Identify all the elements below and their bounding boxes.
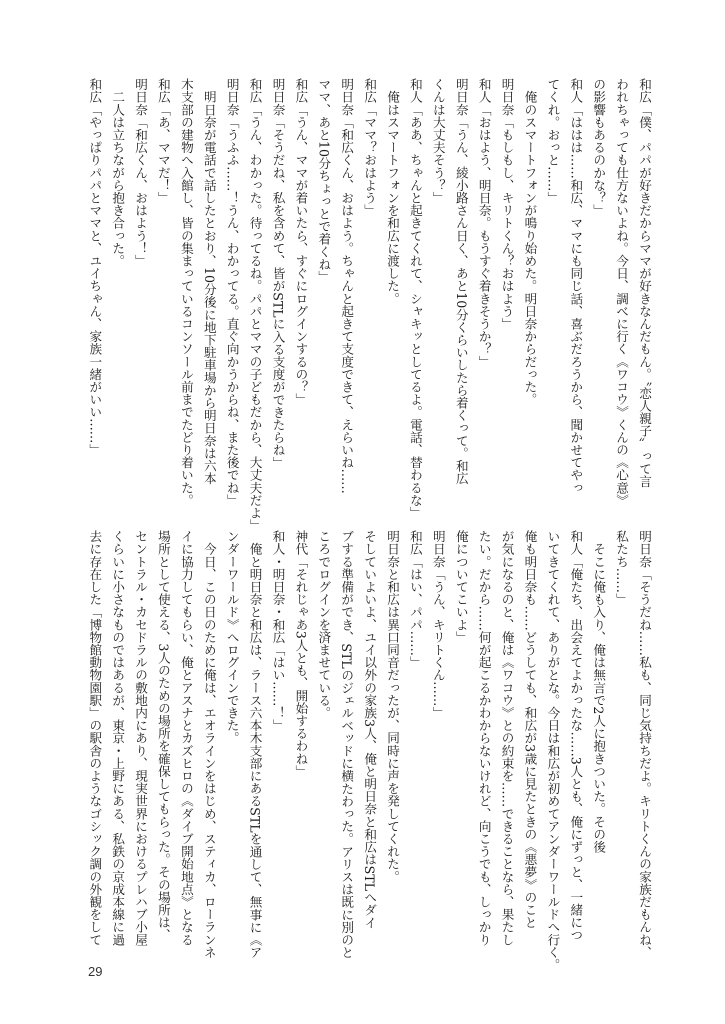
text-line: 明日奈「そうだね、私を含めて、皆がSTLに入る支度ができたらね」 (270, 78, 286, 469)
text-line: 和広「ママ？おはよう」 (362, 78, 378, 217)
text-line: 明日奈「うん、キリトくん……」 (430, 530, 446, 719)
text-line: の影響もあるのかな？」 (591, 78, 607, 217)
text-line: 和広「やっぱりパパとママと、ユイちゃん、家族一緒がいい……」 (87, 78, 103, 456)
text-line: そこに俺も入り、俺は無言で2人に抱きついた。その後 (591, 530, 607, 854)
text-line: 俺のスマートフォンが鳴り始めた。明日奈からだった。 (522, 78, 538, 406)
text-line: 明日奈「和広くん、おはよう！」 (133, 78, 149, 267)
text-line: ママ、あと10分ちょっとで着くね」 (316, 78, 332, 284)
lower-text-block (55, 530, 655, 971)
text-line: てくれ。おっと……」 (545, 78, 561, 204)
text-line: 神代「それじゃあ3人とも、開始するわね」 (293, 530, 309, 778)
text-line: 和広「うん、ママが着いたら、すぐにログインするの？」 (293, 78, 309, 406)
text-line: 明日奈「うふふ……！うん、わかってる。直ぐ向かうからね、また後でね」 (224, 78, 240, 507)
text-line: 場所として使える、3人のための場所を確保してもらった。その場所は、 (155, 530, 171, 942)
text-line: 和広「あ、ママだ！」 (155, 78, 171, 204)
text-line: 明日奈「もしもし、キリトくん？おはよう」 (499, 78, 515, 330)
upper-text-block (55, 78, 655, 532)
text-line: そしていよいよ、ユイ以外の家族3人、俺と明日奈と和広はSTLへダイ (362, 530, 378, 929)
text-line: 和人「俺たち、出会えてよかったな……3人とも、俺にずっと、一緒につ (568, 530, 584, 942)
text-line: 俺も明日奈も……どうしても、和広が3歳に見たときの《悪夢》のこと (522, 530, 538, 929)
text-line: 和人・明日奈・和広「はい……！」 (270, 530, 286, 732)
text-line: くらいに小さなものではあるが、東京・上野にある、私鉄の京成本線に過 (110, 530, 126, 946)
text-line: ブする準備ができ、STLのジェルベッドに横たわった。アリスは既に別のと (339, 530, 355, 959)
text-line: が気になるのと、俺は《ワコウ》との約束を……できることなら、果たし (499, 530, 515, 946)
text-line: 和広「僕、パパが好きだからママが好きなんだもん。〝恋人親子〟って言 (637, 78, 652, 488)
text-line: セントラル・カセドラルの敷地内にあり、現実世界におけるプレハブ小屋 (133, 530, 149, 946)
text-line: 二人は立ちながら抱き合った。 (110, 78, 126, 267)
text-line: 明日奈「そうだね……私も、同じ気持ちだよ。キリトくんの家族だもんね、 (637, 530, 652, 959)
text-line: 明日奈が電話で話したとおり、10分後に地下駐車場から明日奈は六本 (201, 78, 217, 485)
text-line: くんは大丈夫そう？」 (430, 78, 446, 204)
text-line: 明日奈「うん、綾小路さん日く、あと10分くらいしたら着くって。和広 (453, 78, 469, 485)
text-line: 私たち……」 (614, 530, 630, 606)
text-line: たい。だから……何が起こるかわからないけれど、向こうでも、しっかり (476, 530, 492, 946)
text-line: 和広「はい、パパ……」 (407, 530, 423, 669)
text-line: 去に存在した「博物館動物園駅」の駅舎のようなゴシック調の外観をして (87, 530, 103, 946)
text-line: 和人「ははは……和広、ママにも同じ話、喜ぶだろうから、聞かせてやっ (568, 78, 584, 494)
text-line: 和人「ああ、ちゃんと起きてくれて、シャキッとしてるよ。電話、替わるな」 (407, 78, 423, 519)
text-line: ころでログインを済ませている。 (316, 530, 332, 719)
text-line: ンダーワールド》へログインできた。 (224, 530, 240, 745)
page-number: 29 (88, 964, 103, 979)
text-line: 和広「うん、わかった。待ってるね。パパとママの子どもだから、大丈夫だよ」 (247, 78, 263, 532)
text-line: イに協力してもらい、俺とアスナとカズヒロの《ダイブ開始地点》となる (178, 530, 194, 946)
text-line: 明日奈と和広は異口同音だったが、同時に声を発してくれた。 (385, 530, 401, 883)
text-line: 俺についてこいよ」 (453, 530, 469, 644)
text-line: われちゃっても仕方ないよね。今日、調べに行く《ワコウ》くんの《心意》 (614, 78, 630, 507)
text-line: 俺と明日奈と和広は、ラース六本木支部にあるSTLを通して、無事に《ア (247, 530, 263, 959)
text-line: 明日奈「和広くん、おはよう。ちゃんと起きて支度できて、えらいね…… (339, 78, 355, 494)
text-line: 今日、この日のために俺は、エオラインをはじめ、スティカ、ローランネ (201, 530, 217, 959)
text-line: 和人「おはよう、明日奈。もうすぐ着きそうか？」 (476, 78, 492, 368)
text-line: 木支部の建物へ入館し、皆の集まっているコンソール前までたどり着いた。 (178, 78, 194, 507)
text-line: いてきてくれて、ありがとな。今日は和広が初めてアンダーワールドへ行く。 (545, 530, 561, 971)
text-line: 俺はスマートフォンを和広に渡した。 (385, 78, 401, 305)
